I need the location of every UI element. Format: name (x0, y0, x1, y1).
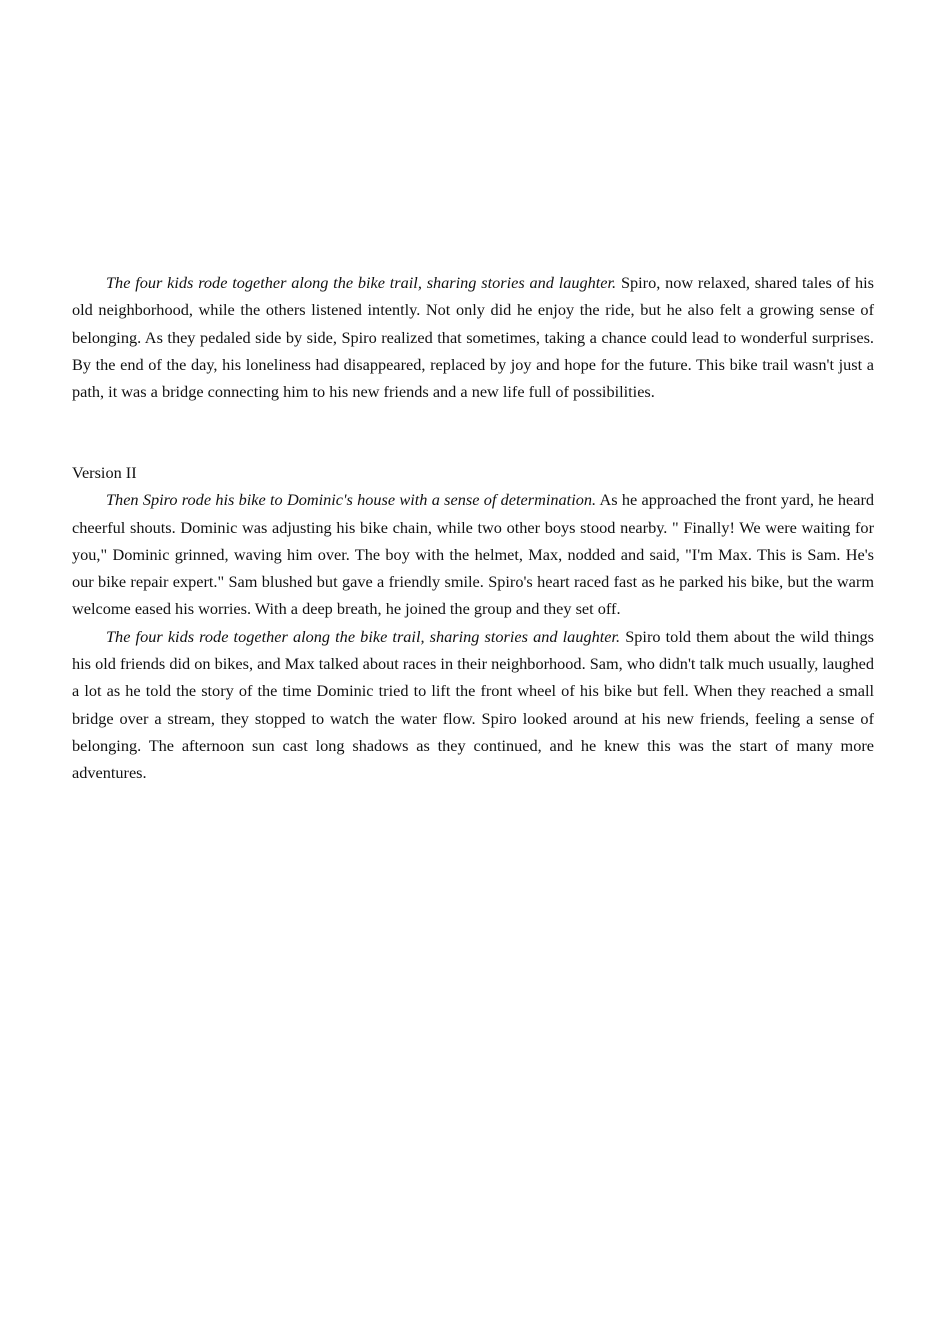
story-section-version-one-ending (72, 269, 874, 405)
story-section-version-two (72, 459, 874, 787)
paragraph-body: Spiro told them about the wild things his old friends did on bikes, and Max talked about races in their neighborhood. Sam, who didn't talk much usually, laughed a lot as he told the story of the time Dominic tried to lift the front wheel of his bike but fell. When they reached a small bridge over a stream, they stopped to watch the water flow. Spiro looked around at his new friends, feeling a sense of belonging. The afternoon sun cast long shadows as they continued, and he knew this was the start of many more adventures. (72, 626, 874, 783)
italic-topic-sentence: The four kids rode together along the bike trail, sharing stories and laughter. (106, 273, 617, 292)
story-paragraph (72, 269, 874, 405)
paragraph-body: Spiro, now relaxed, shared tales of his old neighborhood, while the others listened intently. Not only did he enjoy the ride, but he also felt a growing sense of belonging. As they pedaled side by side, Spiro realized that sometimes, taking a chance could lead to wonderful surprises. By the end of the day, his loneliness had disappeared, replaced by joy and hope for the future. This bike trail wasn't just a path, it was a bridge connecting him to his new friends and a new life full of possibilities. (72, 273, 874, 402)
italic-topic-sentence: The four kids rode together along the bike trail, sharing stories and laughter. (106, 626, 621, 646)
italic-topic-sentence: Then Spiro rode his bike to Dominic's house with a sense of determination. (106, 490, 597, 510)
section-heading: Version II (72, 463, 137, 482)
story-paragraph (72, 486, 874, 622)
paragraph-body: As he approached the front yard, he heard cheerful shouts. Dominic was adjusting his bike chain, while two other boys stood nearby. " Finally! We were waiting for you," Dominic grinned, waving him over. The boy with the helmet, Max, nodded and said, "I'm Max. This is Sam. He's our bike repair expert." Sam blushed but gave a friendly smile. Spiro's heart raced fast as he parked his bike, but the warm welcome eased his worries. With a deep breath, he joined the group and they set off. (72, 490, 875, 619)
story-paragraph (72, 623, 874, 787)
